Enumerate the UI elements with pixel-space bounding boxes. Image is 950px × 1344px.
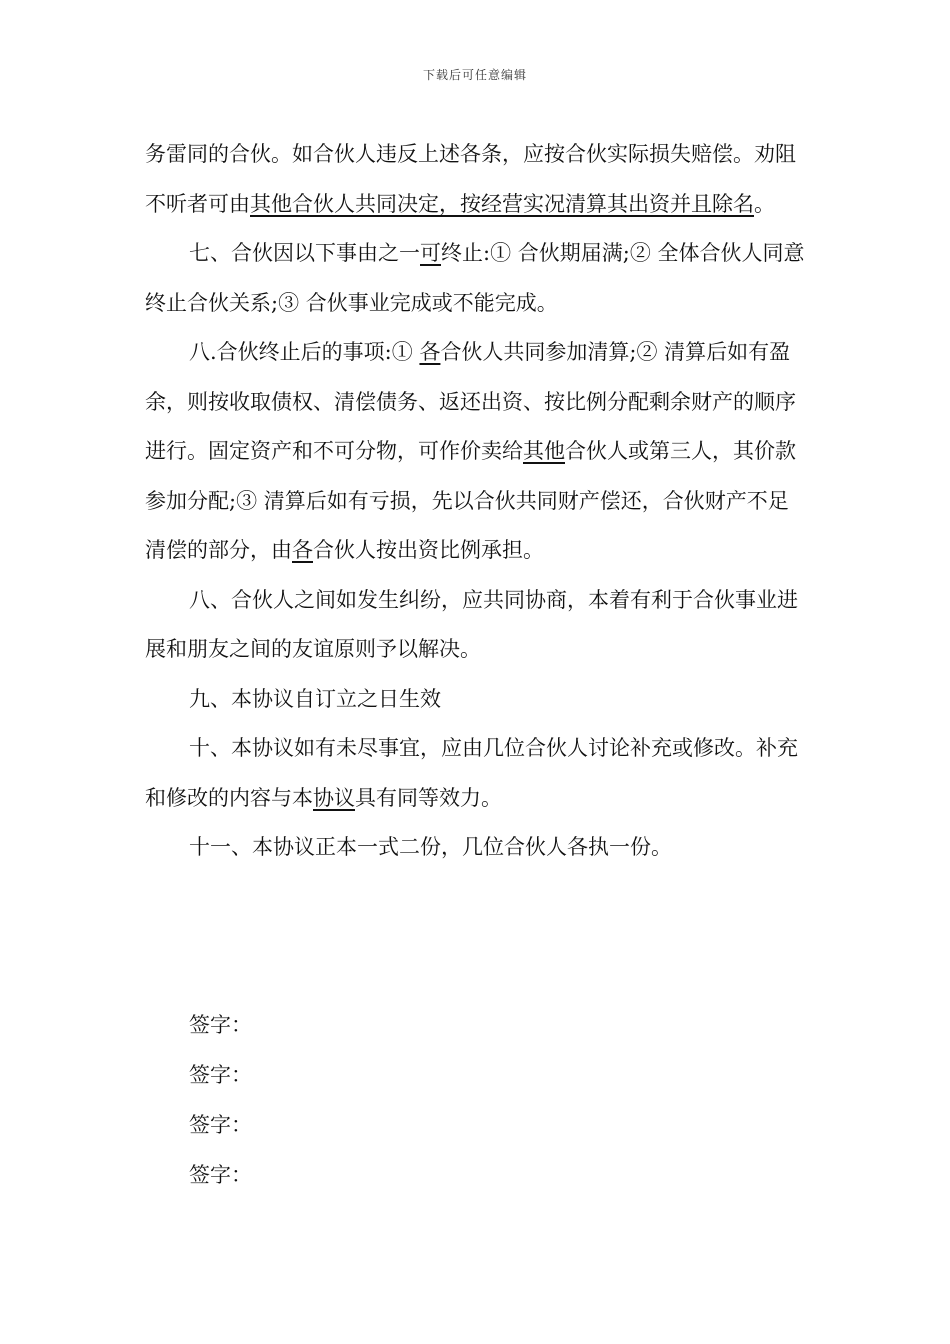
underlined-text: 可 [420,241,441,265]
underlined-text: 其他合伙人共同决定，按经营实况清算其出资并且除名 [250,191,754,216]
clause-text: 八.合伙终止后的事项:① [189,340,420,364]
underlined-text: 各 [419,340,441,364]
clause-text: 九、本协议自订立之日生效 [189,686,441,711]
page-header: 下载后可任意编辑 [422,68,527,82]
clause-paragraph [145,328,805,576]
signature-line: 签字： [189,1013,252,1037]
signature-line: 签字： [189,1113,252,1137]
clause-paragraph [145,724,805,823]
clause-paragraph [145,229,805,328]
clause-text: 合伙人共同参加清算;② 清算后如有盈余，则按收取债权、清偿债务、返还出资、按比例分配剩余财产的顺序进行。固定资产和不可分物，可作价卖给 [145,340,796,463]
clause-text: 十一、本协议正本一式二份，几位合伙人各执一份。 [189,835,672,859]
clause-paragraph [145,576,805,675]
clause-text: 务雷同的合伙。如合伙人违反上述各条，应按合伙实际损失赔偿。劝阻不听者可由 [145,142,796,216]
signature-line: 签字： [189,1063,252,1087]
signature-line: 签字： [189,1163,252,1187]
clause-text: 七、合伙因以下事由之一 [189,241,420,265]
agreement-body [145,130,805,873]
signature-block [189,1000,252,1200]
clause-paragraph [145,823,805,873]
underlined-text: 协议 [313,785,355,810]
clause-text: 八、合伙人之间如发生纠纷，应共同协商，本着有利于合伙事业进展和朋友之间的友谊原则予以解决。 [145,587,798,661]
clause-text: 具有同等效力。 [355,785,502,810]
underlined-text: 其他 [523,439,565,463]
clause-paragraph [145,675,805,725]
clause-text: 十、本协议如有未尽事宜，应由几位合伙人讨论补充或修改。补充和修改的内容与本 [145,736,798,810]
clause-text: 合伙人按出资比例承担。 [313,538,544,562]
clause-text: 终止:① 合伙期届满;② 全体合伙人同意终止合伙关系;③ 合伙事业完成或不能完成。 [145,241,805,315]
clause-text: 合伙人或第三人，其价款参加分配;③ 清算后如有亏损，先以合伙共同财产偿还，合伙财产不足清偿的部分，由 [145,439,796,562]
clause-paragraph [145,130,805,229]
underlined-text: 各 [292,538,313,562]
clause-text: 。 [754,191,775,216]
